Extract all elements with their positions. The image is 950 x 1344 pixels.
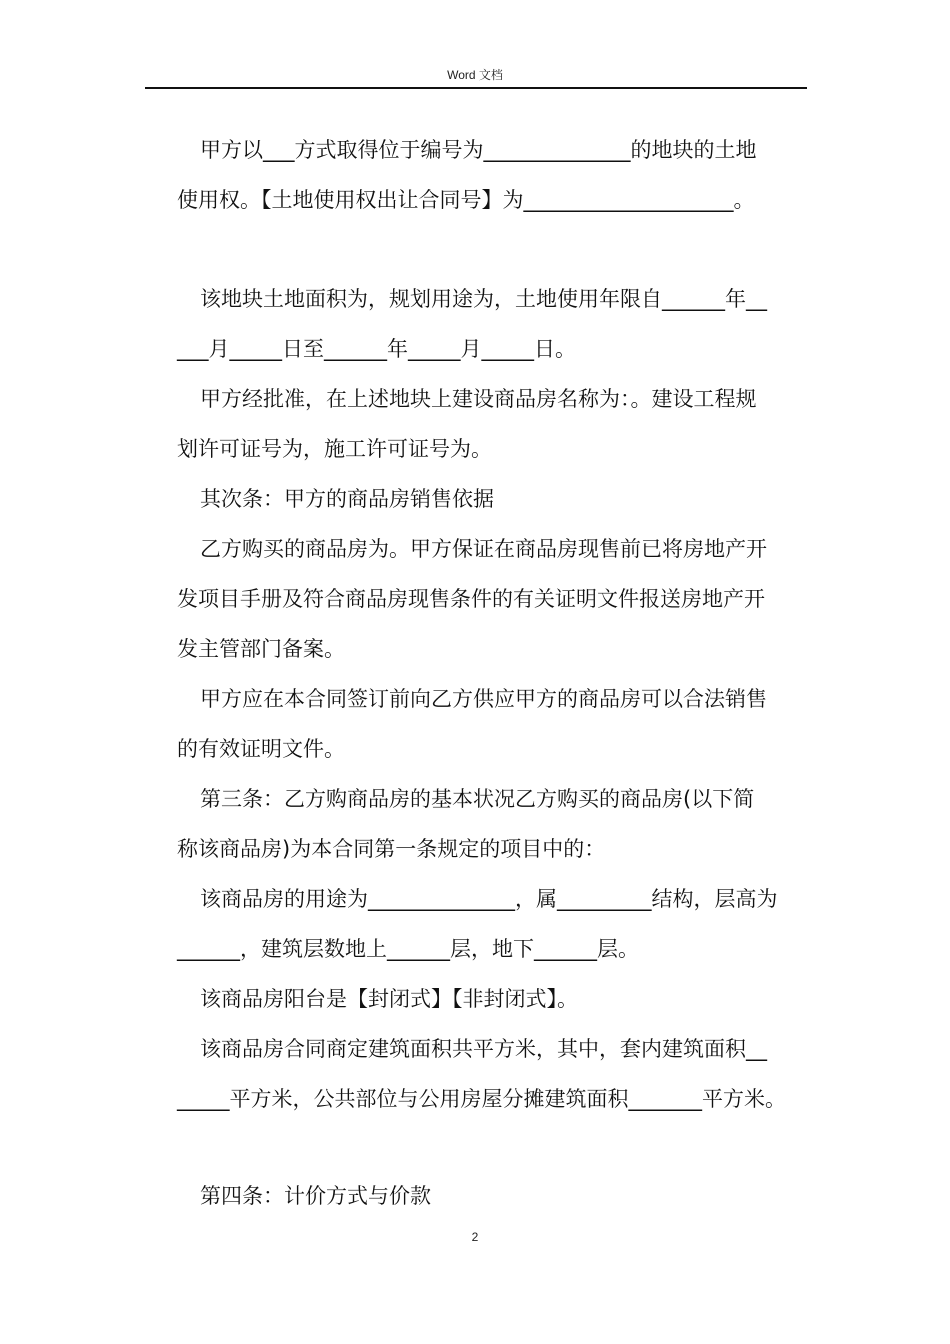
paragraph-line: 划许可证号为，施工许可证号为。 bbox=[177, 437, 492, 461]
header-divider bbox=[145, 87, 807, 89]
paragraph-line: 甲方应在本合同签订前向乙方供应甲方的商品房可以合法销售 bbox=[200, 687, 767, 711]
paragraph-line: _____平方米，公共部位与公用房屋分摊建筑面积_______平方米。 bbox=[177, 1087, 786, 1111]
paragraph-line: 该商品房的用途为______________，属_________结构，层高为 bbox=[200, 887, 778, 911]
paragraph-approval bbox=[177, 374, 807, 474]
paragraph-land-area bbox=[177, 274, 807, 374]
paragraph-line: 其次条：甲方的商品房销售依据 bbox=[200, 487, 494, 511]
paragraph-line: 该商品房阳台是【封闭式】【非封闭式】。 bbox=[200, 987, 578, 1011]
paragraph-line: 的有效证明文件。 bbox=[177, 737, 345, 761]
paragraph-line: 使用权。【土地使用权出让合同号】为____________________。 bbox=[177, 188, 755, 212]
paragraph-line: 甲方以___方式取得位于编号为______________的地块的土地 bbox=[200, 138, 757, 162]
article-4-heading bbox=[177, 1171, 807, 1221]
paragraph-line: ___月_____日至______年_____月_____日。 bbox=[177, 337, 576, 361]
paragraph-line: 发主管部门备案。 bbox=[177, 637, 345, 661]
paragraph-building-area bbox=[177, 1024, 807, 1124]
paragraph-line: 该地块土地面积为，规划用途为，土地使用年限自______年__ bbox=[200, 287, 767, 311]
paragraph-balcony bbox=[177, 974, 807, 1024]
paragraph-line: 第三条：乙方购商品房的基本状况乙方购买的商品房(以下简 bbox=[200, 787, 755, 811]
page-number: 2 bbox=[471, 1230, 479, 1244]
paragraph-line: ______，建筑层数地上______层，地下______层。 bbox=[177, 937, 639, 961]
paragraph-sales-basis bbox=[177, 524, 807, 674]
paragraph-line: 第四条：计价方式与价款 bbox=[200, 1184, 431, 1208]
paragraph-house-usage bbox=[177, 874, 807, 974]
page-header: Word 文档 bbox=[447, 68, 503, 82]
paragraph-valid-proof bbox=[177, 674, 807, 774]
paragraph-line: 称该商品房)为本合同第一条规定的项目中的： bbox=[177, 837, 606, 861]
paragraph-line: 该商品房合同商定建筑面积共平方米，其中，套内建筑面积__ bbox=[200, 1037, 767, 1061]
article-3-paragraph bbox=[177, 774, 807, 874]
article-2-heading bbox=[177, 474, 807, 524]
paragraph-land-use-right bbox=[177, 125, 807, 225]
paragraph-line: 乙方购买的商品房为。甲方保证在商品房现售前已将房地产开 bbox=[200, 537, 767, 561]
paragraph-line: 甲方经批准，在上述地块上建设商品房名称为：。建设工程规 bbox=[200, 387, 757, 411]
paragraph-line: 发项目手册及符合商品房现售条件的有关证明文件报送房地产开 bbox=[177, 587, 765, 611]
